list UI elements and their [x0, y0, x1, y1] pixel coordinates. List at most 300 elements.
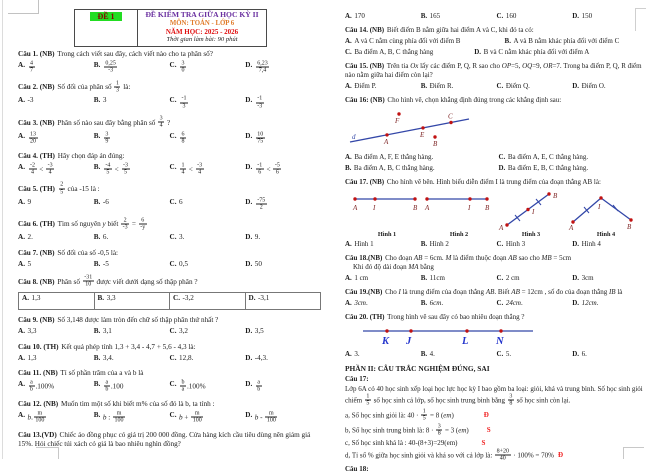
option-text: 3. — [179, 233, 184, 242]
question-block — [18, 218, 321, 242]
question-label: Câu 14. (NB) — [345, 26, 384, 34]
answer-options-row — [345, 82, 648, 91]
figure-hinh-4 — [567, 189, 639, 231]
answer-option — [505, 37, 652, 46]
point-dot — [385, 133, 388, 136]
exam-code: ĐỀ 1 — [90, 12, 121, 21]
option-letter: C. — [345, 48, 352, 57]
option-text: Ba điểm E, B, C thẳng hàng. — [508, 164, 588, 173]
answer-option — [94, 233, 170, 242]
answer-option — [94, 380, 170, 393]
option-letter: D. — [245, 260, 252, 269]
fraction-numerator: 1 — [114, 80, 120, 87]
fraction-denominator: 100 — [191, 418, 203, 424]
option-text — [28, 61, 36, 74]
figure-cell — [567, 189, 645, 238]
fraction — [158, 116, 164, 129]
question-text: Tỉ số phần trăm của a và b là — [59, 369, 144, 377]
option-text: 11cm — [430, 274, 445, 283]
option-letter: B. — [98, 294, 105, 303]
option-letter: A. — [18, 132, 25, 141]
right-column — [345, 10, 648, 474]
option-text — [103, 61, 119, 74]
fraction-denominator: b — [29, 387, 35, 393]
question-text-line — [18, 249, 321, 258]
option-text: 5. — [506, 350, 511, 359]
point-label: A — [383, 138, 389, 146]
question-text: Trên tia Ox lấy các điểm P, Q, R sao cho OP=5, OQ=9, OR=7. Trong ba điểm P, Q, R điểm nào nằm giữa hai điểm còn lại? — [345, 62, 642, 79]
option-letter: D. — [245, 233, 252, 242]
option-text: 5 — [28, 260, 32, 269]
fraction — [191, 410, 203, 423]
point-dot — [409, 329, 412, 332]
option-letter: B. — [94, 327, 101, 336]
answer-option — [95, 293, 171, 309]
option-text: 0,5 — [179, 260, 188, 269]
answer-option — [572, 12, 648, 21]
answer-option — [421, 299, 497, 308]
option-letter: A. — [345, 350, 352, 359]
option-letter: B. — [94, 380, 101, 389]
option-text: 9. — [255, 233, 260, 242]
option-letter: A. — [18, 233, 25, 242]
option-text — [179, 61, 187, 74]
option-letter: D. — [245, 380, 252, 389]
option-letter: C. — [170, 327, 177, 336]
option-text: -3 — [28, 96, 34, 105]
question-label: Câu 4. (TH) — [18, 152, 55, 160]
answer-option — [499, 153, 652, 162]
fraction-numerator: 4 — [29, 61, 35, 68]
answer-options-row — [18, 61, 321, 74]
answer-option — [245, 163, 321, 176]
question-label: Câu 11. (NB) — [18, 369, 58, 377]
answer-options-row — [345, 240, 648, 249]
question-block — [18, 182, 321, 211]
fraction-numerator: a — [256, 380, 262, 387]
figure-segment-line — [361, 324, 648, 348]
option-text: Ba điểm A, B, C thẳng hàng — [354, 48, 433, 57]
option-letter: B. — [94, 260, 101, 269]
fraction-denominator: 9 — [104, 138, 110, 144]
statement-text: a, Số học sinh giỏi là: 40 · $\frac{1}{5}$ = 8 (em) — [345, 409, 454, 422]
fraction-numerator: -1 — [256, 162, 264, 169]
answer-option — [245, 380, 321, 393]
answer-option — [345, 153, 499, 162]
question-text-line — [345, 96, 648, 105]
fraction-numerator: 13 — [29, 131, 38, 138]
option-text: 3 — [103, 96, 107, 105]
option-letter: D. — [474, 48, 481, 57]
question-label: Câu 6. (TH) — [18, 220, 55, 228]
option-letter: B. — [94, 233, 101, 242]
question-block — [18, 275, 321, 309]
answer-option — [245, 327, 321, 336]
option-text: b - $\frac{m}{100}$ — [255, 411, 279, 424]
fraction — [104, 131, 110, 144]
fraction — [256, 197, 267, 210]
point-dot — [373, 197, 376, 200]
answer-mark: S — [487, 426, 491, 435]
fraction-numerator: a — [104, 380, 110, 387]
answer-option — [170, 411, 246, 424]
question-text: Cho hình vẽ bên. Hình biểu diễn điểm I là trung điểm của đoạn thẳng AB là: — [385, 178, 601, 186]
option-letter: D. — [245, 163, 252, 172]
option-text: 170 — [354, 12, 365, 21]
question-label: Câu 20. (TH) — [345, 313, 384, 321]
answer-option — [345, 164, 499, 173]
option-text — [28, 132, 39, 145]
option-text: 3,3 — [107, 294, 116, 303]
option-letter: C. — [173, 294, 180, 303]
option-letter: A. — [345, 12, 352, 21]
answer-option — [421, 82, 497, 91]
option-letter: B. — [94, 198, 101, 207]
option-text: 12,8. — [179, 354, 193, 363]
fraction — [273, 162, 281, 175]
fraction-denominator: -3 — [121, 224, 129, 230]
point-label: C — [448, 113, 453, 121]
question-label: Câu 9. (NB) — [18, 316, 55, 324]
answer-options-row — [18, 163, 321, 176]
exam-header-table — [74, 9, 267, 47]
option-text — [179, 96, 189, 109]
option-text: B và C nằm khác phía đối với điểm A — [484, 48, 590, 57]
question-block — [345, 288, 648, 308]
answer-mark: S — [481, 439, 485, 448]
answer-options-row — [345, 164, 648, 173]
option-letter: D. — [572, 350, 579, 359]
question-text-line — [345, 62, 648, 80]
option-letter: C. — [499, 153, 506, 162]
fraction-denominator: 40 — [495, 456, 510, 462]
question-block — [18, 316, 321, 336]
option-text: $\frac{1}{4}$ < $\frac{-3}{4}$ — [179, 163, 205, 176]
question-block — [18, 152, 321, 176]
option-letter: B. — [94, 411, 101, 420]
option-text: 3,4. — [103, 354, 114, 363]
point-dot — [485, 197, 488, 200]
point-label: I — [531, 208, 535, 216]
option-text: Điểm Q. — [506, 82, 530, 91]
answer-option — [18, 354, 94, 363]
option-text: 12cm. — [582, 299, 599, 308]
figure-collinear-points — [347, 107, 648, 151]
option-text: 2. — [28, 233, 33, 242]
fraction-denominator: 0 — [180, 68, 186, 74]
answer-option — [421, 240, 497, 249]
point-dot — [385, 329, 388, 332]
question-text: Số 3,148 được làm tròn đến chữ số thập phân thứ nhất ? — [56, 316, 219, 324]
answer-option — [499, 164, 652, 173]
point-label: A — [498, 224, 504, 232]
answer-option — [421, 12, 497, 21]
point-label: J — [405, 336, 412, 347]
option-letter: A. — [18, 327, 25, 336]
point-label: I — [597, 203, 601, 211]
option-letter: C. — [497, 299, 504, 308]
fraction-numerator: 1 — [365, 394, 371, 401]
question-text-line — [18, 400, 321, 409]
answer-option — [421, 274, 497, 283]
fraction — [114, 80, 120, 93]
figure-hinh-1 — [351, 189, 419, 231]
answer-option — [421, 350, 497, 359]
segment-line-figure — [361, 324, 541, 348]
answer-option — [170, 327, 246, 336]
fraction-denominator: 4 — [180, 169, 186, 175]
question-text-line — [18, 343, 321, 352]
option-text: Điểm O. — [582, 82, 606, 91]
option-letter: B. — [94, 96, 101, 105]
point-label: A — [568, 224, 574, 232]
question-block — [345, 26, 648, 57]
answer-options-row — [18, 132, 321, 145]
option-letter: C. — [497, 12, 504, 21]
option-letter: D. — [245, 132, 252, 141]
option-text: 165 — [430, 12, 441, 21]
exam-subject: MÔN: TOÁN - LỚP 6 — [138, 20, 266, 28]
point-label: B — [627, 223, 632, 231]
fraction — [29, 380, 35, 393]
scan-corner-mark — [8, 0, 39, 14]
answer-option — [497, 240, 573, 249]
question-text-line — [18, 369, 321, 378]
fraction-numerator: -31 — [83, 275, 94, 282]
answer-mark: Đ — [558, 451, 563, 460]
fraction-denominator: 100 — [113, 418, 125, 424]
option-text: 3. — [354, 350, 359, 359]
question-label: Câu 7. (NB) — [18, 249, 55, 257]
answer-option — [94, 411, 170, 424]
answer-option — [170, 354, 246, 363]
option-letter: C. — [497, 350, 504, 359]
answer-option — [170, 132, 246, 145]
fraction-denominator: 100 — [265, 418, 277, 424]
question-text-line — [345, 26, 648, 35]
fraction — [34, 410, 46, 423]
option-text: 3cm — [582, 274, 594, 283]
option-text: 1 cm — [354, 274, 368, 283]
fraction-numerator: m — [113, 410, 125, 417]
question-text: Biết điểm B nằm giữa hai điểm A và C, khi đó ta có: — [385, 26, 534, 34]
question-text: Hãy chọn đáp án đúng: — [56, 152, 124, 160]
point-dot — [425, 197, 428, 200]
point-label: N — [495, 336, 504, 347]
question-block — [18, 249, 321, 269]
point-label: E — [419, 131, 425, 139]
question-label: Câu 19.(NB) — [345, 288, 382, 296]
answer-option — [572, 240, 648, 249]
fraction — [265, 410, 277, 423]
fraction-numerator: m — [34, 410, 46, 417]
point-dot — [526, 208, 529, 211]
option-text: 150 — [582, 12, 593, 21]
point-dot — [353, 197, 356, 200]
answer-options-row — [18, 233, 321, 242]
option-letter: B. — [421, 240, 427, 249]
option-text: 6 — [179, 198, 183, 207]
option-letter: B. — [94, 61, 101, 70]
point-dot — [397, 112, 400, 115]
fraction — [365, 394, 371, 407]
question-block — [345, 178, 648, 249]
option-text: b. $\frac{m}{100}$ — [28, 411, 47, 424]
fraction — [29, 61, 35, 74]
fraction-denominator: 20 — [29, 138, 38, 144]
point-label: L — [461, 336, 468, 347]
figure-cell — [423, 189, 495, 238]
fraction-numerator: -4 — [104, 162, 112, 169]
point-label: B — [553, 192, 558, 200]
option-text: Hình 3 — [506, 240, 525, 249]
point-dot — [499, 329, 502, 332]
answer-options-row — [18, 96, 321, 109]
question-label: Câu 8. (NB) — [18, 278, 55, 286]
fraction — [180, 162, 186, 175]
statement-line — [345, 409, 648, 422]
point-dot — [433, 135, 436, 138]
answer-option — [246, 293, 321, 309]
option-text: 3,2 — [179, 327, 188, 336]
answer-option — [94, 327, 170, 336]
answer-option — [245, 61, 321, 74]
option-letter: D. — [245, 96, 252, 105]
point-label: K — [381, 336, 390, 347]
answer-options-row — [18, 198, 321, 211]
option-letter: C. — [170, 163, 177, 172]
question-block — [345, 313, 648, 359]
figure-midpoint-options — [351, 189, 648, 238]
fraction-denominator: 75 — [256, 138, 265, 144]
answer-option — [18, 380, 94, 393]
option-letter: A. — [18, 198, 25, 207]
option-text: 3,3 — [28, 327, 37, 336]
option-text — [255, 96, 265, 109]
option-text: Ba điểm A, F, E thẳng hàng. — [354, 153, 433, 162]
question-text: Cho đoạn AB = 6cm. M là điểm thuộc đoạn AB sao cho MB = 5cm — [383, 254, 571, 262]
option-text: $\frac{a}{b}$ .100% — [28, 380, 55, 393]
fraction — [256, 96, 264, 109]
option-letter: A. — [18, 411, 25, 420]
question-text-line — [345, 254, 648, 263]
answer-options-row — [345, 350, 648, 359]
option-text — [255, 132, 266, 145]
fraction — [180, 61, 186, 74]
answer-option — [345, 240, 421, 249]
option-letter: C. — [170, 260, 177, 269]
fraction-denominator: 3 — [180, 103, 188, 109]
answer-option — [572, 274, 648, 283]
option-letter: B. — [94, 163, 101, 172]
answer-option — [19, 293, 95, 309]
point-label: B — [413, 204, 418, 212]
option-text: $\frac{a}{b}$ .100 — [103, 380, 124, 393]
option-letter: C. — [497, 82, 504, 91]
answer-option — [572, 350, 648, 359]
question-text-line — [18, 316, 321, 325]
question-label: Câu 2. (NB) — [18, 83, 55, 91]
option-letter: D. — [245, 198, 252, 207]
option-letter: B. — [94, 354, 101, 363]
fraction — [104, 61, 118, 74]
option-text — [179, 132, 187, 145]
option-letter: C. — [497, 274, 504, 283]
fraction — [83, 275, 94, 288]
answer-option — [94, 61, 170, 74]
option-letter: A. — [22, 294, 29, 303]
answer-option — [245, 132, 321, 145]
answer-option — [497, 82, 573, 91]
option-letter: A. — [18, 380, 25, 389]
answer-option — [18, 198, 94, 207]
fraction — [122, 162, 130, 175]
collinear-figure — [347, 107, 477, 151]
answer-option — [18, 96, 94, 105]
option-letter: B. — [421, 82, 427, 91]
answer-options-row — [18, 292, 321, 310]
option-letter: C. — [170, 380, 177, 389]
fraction-denominator: -3 — [256, 103, 264, 109]
figure-cell — [351, 189, 423, 238]
answer-option — [18, 132, 94, 145]
answer-options-row — [345, 48, 648, 57]
question-block — [345, 12, 648, 21]
fraction-denominator: 4 — [46, 169, 54, 175]
option-text: $\frac{-4}{5}$ < $\frac{-3}{5}$ — [103, 163, 131, 176]
fraction-denominator: -y — [139, 224, 147, 230]
option-text: Hình 4 — [582, 240, 601, 249]
answer-option — [572, 82, 648, 91]
answer-options-row — [18, 327, 321, 336]
question-label: Câu 17: — [345, 375, 648, 384]
fraction-denominator: 4 — [158, 123, 164, 129]
fraction-numerator: 2 — [59, 182, 65, 189]
left-column — [18, 50, 321, 455]
answer-option — [170, 163, 246, 176]
question-text: Tìm số nguyên y biết $\frac{2}{-3}$ = $\frac{6}{-y}$ — [56, 220, 148, 228]
fraction — [46, 162, 54, 175]
answer-options-row — [345, 274, 648, 283]
question-text: Cho hình vẽ, chọn khẳng định đúng trong các khẳng định sau: — [386, 96, 562, 104]
answer-option — [245, 411, 321, 424]
point-dot — [599, 196, 602, 199]
option-letter: A. — [345, 299, 352, 308]
question-label: Câu 3. (NB) — [18, 119, 55, 127]
answer-options-row — [345, 299, 648, 308]
option-text: 9 — [28, 198, 32, 207]
question-text: Phân số nào sau đây bằng phân số $\frac{3}{4}$ ? — [56, 119, 171, 127]
question-label: Câu 13.(VD) — [18, 431, 57, 439]
fraction-numerator: 3 — [508, 394, 514, 401]
option-text: 6. — [582, 350, 587, 359]
fraction-denominator: 100 — [34, 418, 46, 424]
fraction-denominator: 7,4 — [256, 68, 270, 74]
answer-option — [345, 274, 421, 283]
fraction — [180, 96, 188, 109]
point-dot — [449, 121, 452, 124]
fraction-numerator: 10 — [256, 131, 265, 138]
question-label: Câu 5. (TH) — [18, 185, 55, 193]
question-text: Số đối của số -0,5 là: — [56, 249, 118, 257]
fraction — [180, 380, 186, 393]
answer-option — [345, 82, 421, 91]
answer-option — [170, 380, 246, 393]
fraction-numerator: m — [265, 410, 277, 417]
fraction — [59, 182, 65, 195]
figure-cell — [495, 189, 567, 238]
fraction-denominator: a — [180, 387, 186, 393]
